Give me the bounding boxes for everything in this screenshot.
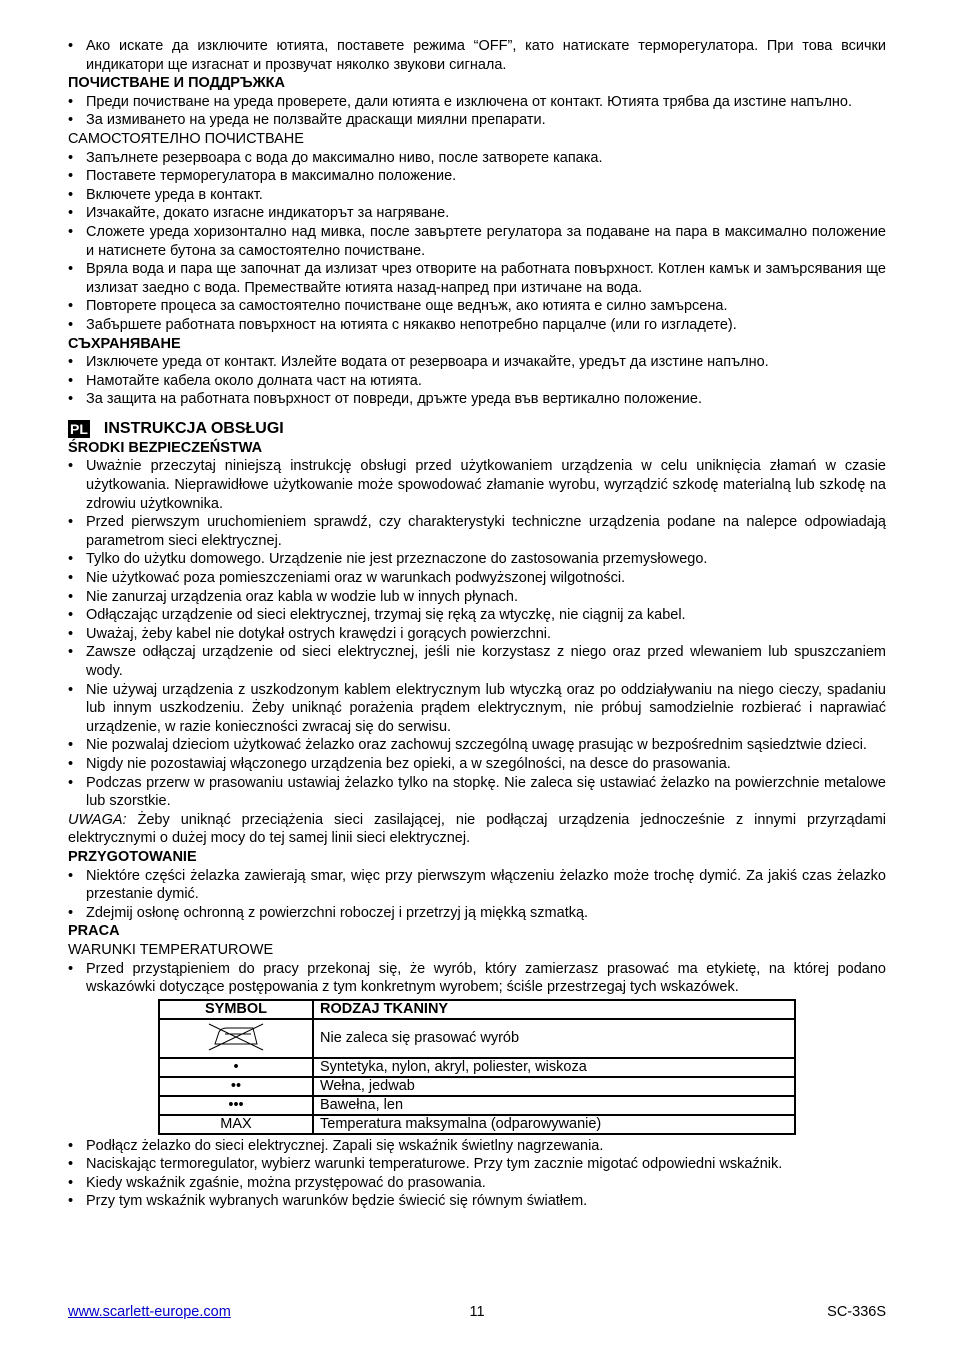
list-item: • Забършете работната повърхност на ютията с някакво непотребно парцалче (или го изгладете). [68,316,886,335]
fabric-cell: Wełna, jedwab [313,1077,795,1096]
list-item: • Запълнете резервоара с вода до максимално ниво, после затворете капака. [68,149,886,168]
pl-work-heading: PRACA [68,923,120,940]
table-row [159,1077,795,1096]
list-item: • За измиването на уреда не ползвайте драскащи миялни препарати. [68,111,886,130]
fabric-temperature-table [158,999,796,1135]
list-item: • Uważnie przeczytaj niniejszą instrukcję obsługi przed użytkowaniem urządzenia w celu uniknięcia złamań w czasie użytkowania. Nieprawidłowe użytkowanie może spowodować złamanie wyrobu, wyrządzić szkodę materialną lub szkodę na zdrowiu użytkownika. [68,457,886,513]
do-not-iron-icon [205,1020,267,1052]
warning-label: UWAGA: [68,811,127,828]
table-row [159,1115,795,1134]
table-header-row [159,1000,795,1019]
fabric-column-header: RODZAJ TKANINY [313,1000,795,1019]
list-item: • Uważaj, żeby kabel nie dotykał ostrych krawędzi i gorących powierzchni. [68,625,886,644]
symbol-cell: ••• [159,1096,313,1115]
list-item: • За защита на работната повърхност от повреди, дръжте уреда във вертикално положение. [68,390,886,409]
list-item: • Изключете уреда от контакт. Излейте водата от резервоара и изчакайте, уредът да изстине напълно. [68,353,886,372]
document-page [68,37,886,1211]
list-item: • Przed pierwszym uruchomieniem sprawdź, czy charakterystyki techniczne urządzenia podane na nalepce odpowiadają parametrom sieci elektrycznej. [68,513,886,550]
bg-storage-heading: СЪХРАНЯВАНЕ [68,335,181,352]
pl-safety-list [68,457,886,810]
list-item: • Сложете уреда хоризонтално над мивка, после завъртете регулатора за подаване на пара в максимално положение и натиснете бутона за самостоятелно почистване. [68,223,886,260]
fabric-cell: Bawełna, len [313,1096,795,1115]
no-iron-symbol-cell [159,1019,313,1058]
symbol-column-header: SYMBOL [159,1000,313,1019]
pl-prep-heading: PRZYGOTOWANIE [68,848,197,865]
list-item: • Naciskając termoregulator, wybierz warunki temperaturowe. Przy tym zacznie migotać odpowiedni wskaźnik. [68,1155,886,1174]
table-row [159,1019,795,1058]
list-item: • Podczas przerw w prasowaniu ustawiaj żelazko tylko na stopkę. Nie zaleca się ustawiać żelazko na powierzchnie metalowe lub szorstkie. [68,774,886,811]
list-item: • Przed przystąpieniem do pracy przekonaj się, że wyrób, który zamierzasz prasować ma etykietę, na której podano wskazówki dotyczące postępowania z tym konkretnym wyrobem; ściśle przestrzegaj tych wskazówek. [68,960,886,997]
warning-text: Żeby uniknąć przeciążenia sieci zasilającej, nie podłączaj urządzenia jednocześnie z innymi przyrządami elektrycznymi o dużej mocy do tej samej linii sieci elektrycznej. [68,811,886,847]
bg-selfclean-list [68,149,886,335]
list-item: • Odłączając urządzenie od sieci elektrycznej, trzymaj się ręką za wtyczkę, nie ciągnij za kabel. [68,606,886,625]
page-number: 11 [469,1304,485,1320]
model-number: SC-336S [827,1304,886,1320]
language-badge: PL [70,420,88,437]
pl-title: INSTRUKCJA OBSŁUGI [103,419,284,437]
fabric-cell: Syntetyka, nylon, akryl, poliester, wiskoza [313,1058,795,1077]
fabric-cell: Temperatura maksymalna (odparowywanie) [313,1115,795,1134]
list-item: • Zdejmij osłonę ochronną z powierzchni roboczej i przetrzyj ją miękką szmatką. [68,904,886,923]
website-link[interactable]: www.scarlett-europe.com [68,1304,231,1320]
pl-after-table-list [68,1137,886,1211]
symbol-cell: •• [159,1077,313,1096]
list-item: • Nie używaj urządzenia z uszkodzonym kablem elektrycznym lub wtyczką oraz po oddziaływaniu na niego cieczy, spadaniu lub innym uszkodzeniu. Żeby uniknąć porażenia prądem elektrycznym, nie próbuj samodzielnie rozbierać i naprawiać urządzenie, w razie konieczności zwracaj się do serwisu. [68,681,886,737]
pl-prep-list [68,867,886,923]
list-item: • Nigdy nie pozostawiaj włączonego urządzenia bez opieki, a w szególności, na desce do prasowania. [68,755,886,774]
list-item: • Nie pozwalaj dzieciom użytkować żelazko oraz zachowuj szczególną uwagę prasując w bezpośrednim sąsiedztwie dzieci. [68,736,886,755]
list-item: • Включете уреда в контакт. [68,186,886,205]
list-item: • Niektóre części żelazka zawierają smar, więc przy pierwszym włączeniu żelazko może trochę dymić. Za jakiś czas żelazko przestanie dymić. [68,867,886,904]
list-item: • Преди почистване на уреда проверете, дали ютията е изключена от контакт. Ютията трябва да изстине напълно. [68,93,886,112]
symbol-cell: • [159,1058,313,1077]
bg-storage-list [68,353,886,409]
list-item: • Ако искате да изключите ютията, поставете режима “OFF”, като натискате терморегулатора. При това всички индикатори ще изгаснат и прозвучат няколко звукови сигнала. [68,37,886,74]
list-item: • Поставете терморегулатора в максимално положение. [68,167,886,186]
list-item: • Podłącz żelazko do sieci elektrycznej. Zapali się wskaźnik świetlny nagrzewania. [68,1137,886,1156]
list-item: • Повторете процеса за самостоятелно почистване още веднъж, ако ютията е силно замърсена. [68,297,886,316]
list-item: • Намотайте кабела около долната част на ютията. [68,372,886,391]
list-item: • Zawsze odłączaj urządzenie od sieci elektrycznej, jeśli nie korzystasz z niego oraz przed wlewaniem lub spuszczaniem wody. [68,643,886,680]
pl-temp-heading: WARUNKI TEMPERATUROWE [68,941,274,958]
list-item: • Tylko do użytku domowego. Urządzenie nie jest przeznaczone do zastosowania przemysłowego. [68,550,886,569]
fabric-cell: Nie zaleca się prasować wyrób [313,1019,795,1058]
list-item: • Przy tym wskaźnik wybranych warunków będzie świecić się równym światłem. [68,1192,886,1211]
list-item: • Nie zanurzaj urządzenia oraz kabla w wodzie lub w innych płynach. [68,588,886,607]
warning-note [68,811,886,848]
bg-cleaning-heading: ПОЧИСТВАНЕ И ПОДДРЪЖКА [68,75,285,92]
table-row [159,1058,795,1077]
table-row [159,1096,795,1115]
bg-selfclean-heading: САМОСТОЯТЕЛНО ПОЧИСТВАНЕ [68,130,304,147]
pl-section-heading [68,419,886,439]
pl-temp-list [68,960,886,997]
bg-cleaning-list [68,93,886,130]
pl-safety-heading: ŚRODKI BEZPIECZEŃSTWA [68,439,263,456]
list-item: • Изчакайте, докато изгасне индикаторът за нагряване. [68,204,886,223]
page-footer [68,1303,886,1323]
symbol-cell: MAX [159,1115,313,1134]
list-item: • Nie użytkować poza pomieszczeniami oraz w warunkach podwyższonej wilgotności. [68,569,886,588]
bg-intro-list [68,37,886,74]
list-item: • Вряла вода и пара ще започнат да излизат чрез отворите на работната повърхност. Котлен камък и замърсявания ще излизат заедно с вода. Премествайте ютията назад-напред при изтичане на вода. [68,260,886,297]
list-item: • Kiedy wskaźnik zgaśnie, można przystępować do prasowania. [68,1174,886,1193]
